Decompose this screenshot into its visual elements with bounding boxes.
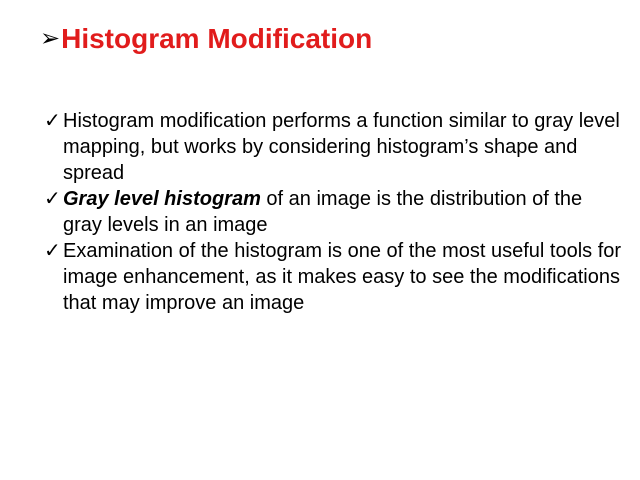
bullet-item	[44, 186, 624, 238]
bullet-text	[63, 238, 624, 316]
arrow-bullet-icon: ➢	[40, 24, 61, 52]
bullet-emphasis: Gray level histogram	[63, 188, 261, 210]
bullet-list	[44, 108, 624, 316]
slide-title	[40, 22, 372, 56]
bullet-body: of an image is the distribution of the gray levels in an image	[63, 188, 583, 236]
bullet-body: Examination of the histogram is one of the most useful tools for image enhancement, as it makes easy to see the modifications that may improve an image	[63, 240, 622, 314]
checkmark-icon: ✓	[44, 110, 61, 132]
checkmark-icon: ✓	[44, 188, 61, 210]
bullet-text	[63, 186, 624, 238]
bullet-item	[44, 108, 624, 186]
bullet-text	[63, 108, 624, 186]
bullet-body: Histogram modification performs a function similar to gray level mapping, but works by considering histogram’s shape and spread	[63, 110, 620, 184]
bullet-item	[44, 238, 624, 316]
title-text: Histogram Modification	[61, 23, 373, 54]
checkmark-icon: ✓	[44, 240, 61, 262]
